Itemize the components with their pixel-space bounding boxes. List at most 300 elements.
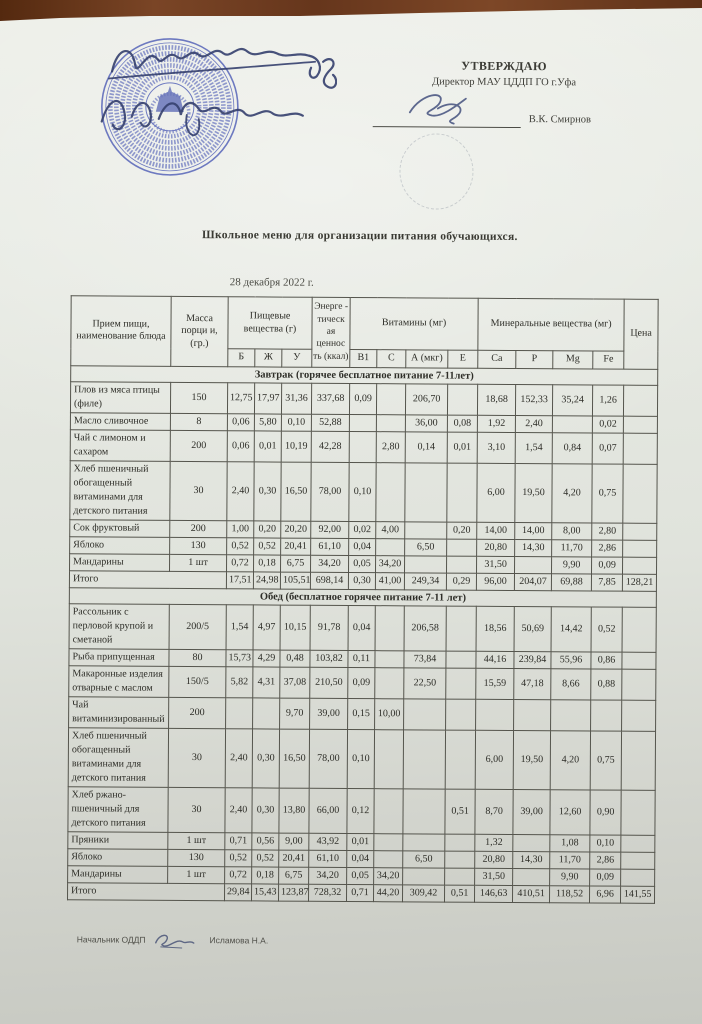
col-header-ca: Ca xyxy=(478,350,516,368)
value-cell xyxy=(446,699,476,730)
value-cell: 0,09 xyxy=(349,383,376,414)
value-cell: 39,00 xyxy=(513,789,550,834)
value-cell: 2,86 xyxy=(592,539,623,556)
value-cell: 39,00 xyxy=(310,698,348,729)
value-cell: 36,00 xyxy=(405,414,447,431)
value-cell: 0,07 xyxy=(592,432,623,463)
value-cell: 1,00 xyxy=(227,520,254,537)
value-cell: 2,40 xyxy=(515,415,552,432)
totals-row xyxy=(68,882,655,903)
value-cell: 52,88 xyxy=(311,414,349,431)
value-cell: 8,00 xyxy=(552,522,592,539)
col-header-fe: Fe xyxy=(593,351,624,369)
value-cell: 210,50 xyxy=(310,667,348,698)
value-cell: 0,01 xyxy=(347,833,374,850)
value-cell: 78,00 xyxy=(311,462,349,521)
value-cell: 130 xyxy=(168,849,225,866)
value-cell xyxy=(374,850,403,867)
value-cell xyxy=(622,700,656,731)
page-title: Школьное меню для организации питания обучающихся. xyxy=(202,229,518,244)
value-cell: 0,88 xyxy=(591,668,622,699)
value-cell xyxy=(515,556,552,573)
value-cell: 0,30 xyxy=(252,787,279,832)
value-cell xyxy=(445,730,475,789)
value-cell: 204,07 xyxy=(514,573,551,590)
col-group-vitamins: Витамины (мг) xyxy=(350,297,478,350)
col-header-a: А (мкг) xyxy=(406,350,448,368)
value-cell: 9,90 xyxy=(550,868,590,885)
value-cell: 5,82 xyxy=(226,666,253,697)
value-cell: 8,66 xyxy=(551,668,591,699)
value-cell: 0,29 xyxy=(446,573,476,590)
value-cell: 31,50 xyxy=(477,556,515,573)
value-cell: 10,15 xyxy=(280,605,310,650)
value-cell: 0,09 xyxy=(348,667,375,698)
value-cell: 0,84 xyxy=(552,432,592,463)
value-cell xyxy=(623,433,657,464)
value-cell: 206,70 xyxy=(405,383,447,414)
value-cell: 0,06 xyxy=(227,413,254,430)
value-cell: 4,20 xyxy=(552,463,592,522)
value-cell: 12,75 xyxy=(227,382,254,413)
dish-name-cell: Хлеб ржано-пшеничный для детского питания xyxy=(68,786,168,832)
section-title: Обед (бесплатное горячее питание 7-11 лет) xyxy=(69,587,656,607)
value-cell: 0,51 xyxy=(445,885,475,902)
value-cell: 34,20 xyxy=(309,867,347,884)
value-cell: 200/5 xyxy=(169,604,226,649)
value-cell: 410,51 xyxy=(513,885,550,902)
value-cell: 200 xyxy=(170,520,227,537)
col-header-c: С xyxy=(377,350,406,368)
value-cell: 0,10 xyxy=(590,834,621,851)
value-cell: 6,00 xyxy=(477,463,515,522)
value-cell: 0,08 xyxy=(447,415,477,432)
value-cell xyxy=(622,607,656,652)
value-cell: 14,00 xyxy=(477,522,515,539)
value-cell xyxy=(405,521,447,538)
value-cell: 0,09 xyxy=(590,868,621,885)
value-cell: 0,51 xyxy=(445,789,475,834)
value-cell: 11,70 xyxy=(550,851,590,868)
col-header-energy: Энерге - тическ ая ценнос ть (ккал) xyxy=(312,297,350,367)
dish-name-cell: Рассольник с перловой крупой и сметаной xyxy=(69,603,169,649)
value-cell: 2,86 xyxy=(590,851,621,868)
dish-name-cell: Чай витаминизированный xyxy=(69,696,169,728)
value-cell xyxy=(552,415,592,432)
value-cell: 78,00 xyxy=(309,729,347,788)
value-cell: 130 xyxy=(170,537,227,554)
value-cell: 4,00 xyxy=(376,521,405,538)
value-cell: 337,68 xyxy=(311,383,349,414)
value-cell xyxy=(374,729,403,788)
value-cell: 6,75 xyxy=(281,555,311,572)
value-cell: 0,18 xyxy=(254,554,281,571)
value-cell xyxy=(624,385,658,416)
value-cell: 200 xyxy=(169,697,226,728)
value-cell: 0,30 xyxy=(252,728,279,787)
col-header-meal: Прием пищи, наименование блюда xyxy=(71,296,171,366)
value-cell xyxy=(621,731,655,790)
value-cell: 61,10 xyxy=(309,850,347,867)
value-cell: 34,20 xyxy=(376,555,405,572)
value-cell: 29,84 xyxy=(225,883,252,900)
value-cell: 6,75 xyxy=(279,867,309,884)
value-cell: 9,90 xyxy=(552,556,592,573)
col-header-mg: Mg xyxy=(553,351,593,369)
value-cell xyxy=(376,383,405,414)
table-row xyxy=(69,603,656,652)
director-name: В.К. Смирнов xyxy=(528,114,592,126)
dish-name-cell: Сок фруктовый xyxy=(70,519,170,537)
value-cell: 15,73 xyxy=(226,649,253,666)
value-cell xyxy=(349,414,376,431)
value-cell: 0,75 xyxy=(592,463,623,522)
value-cell xyxy=(447,556,477,573)
value-cell: 35,24 xyxy=(553,384,593,415)
value-cell: 128,21 xyxy=(623,574,657,591)
value-cell: 0,02 xyxy=(592,415,623,432)
value-cell xyxy=(447,384,477,415)
value-cell: 14,30 xyxy=(513,851,550,868)
value-cell: 0,48 xyxy=(280,650,310,667)
col-header-protein: Б xyxy=(228,349,255,367)
value-cell: 239,84 xyxy=(514,651,551,668)
value-cell: 0,75 xyxy=(590,730,621,789)
value-cell: 118,52 xyxy=(550,885,590,902)
value-cell xyxy=(403,833,445,850)
value-cell: 8,70 xyxy=(475,789,513,834)
value-cell: 30 xyxy=(168,787,225,832)
value-cell: 0,06 xyxy=(227,430,254,461)
stamp-ghost-impression xyxy=(399,133,473,209)
value-cell xyxy=(445,834,475,851)
value-cell: 4,31 xyxy=(253,666,280,697)
value-cell: 66,00 xyxy=(309,788,347,833)
value-cell xyxy=(623,540,657,557)
value-cell: 91,78 xyxy=(310,605,348,650)
value-cell: 17,97 xyxy=(254,382,281,413)
dish-name-cell: Мандарины xyxy=(68,865,168,883)
footer-name: Исламова Н.А. xyxy=(209,935,269,946)
value-cell: 13,80 xyxy=(279,788,309,833)
table-row xyxy=(69,696,656,731)
value-cell: 47,18 xyxy=(514,668,551,699)
value-cell: 200 xyxy=(170,430,227,461)
value-cell: 30 xyxy=(168,728,225,787)
value-cell: 0,04 xyxy=(347,850,374,867)
col-header-b1: В1 xyxy=(350,349,377,367)
value-cell: 34,20 xyxy=(311,555,349,572)
value-cell: 18,56 xyxy=(476,606,514,651)
table-row xyxy=(68,727,655,790)
value-cell: 31,50 xyxy=(475,868,513,885)
value-cell: 0,05 xyxy=(347,867,374,884)
value-cell: 10,19 xyxy=(281,431,311,462)
value-cell: 44,20 xyxy=(374,884,403,901)
value-cell: 24,98 xyxy=(253,571,280,588)
value-cell: 11,70 xyxy=(552,539,592,556)
col-header-price: Цена xyxy=(624,299,658,369)
dish-name-cell: Рыба припущенная xyxy=(69,648,169,666)
value-cell: 4,97 xyxy=(253,604,280,649)
value-cell xyxy=(446,651,476,668)
value-cell: 2,80 xyxy=(376,431,405,462)
value-cell: 73,84 xyxy=(404,650,446,667)
value-cell: 150 xyxy=(170,382,227,413)
value-cell xyxy=(405,555,447,572)
col-header-mass: Масса порци и, (гр.) xyxy=(171,296,228,366)
value-cell: 92,00 xyxy=(311,521,349,538)
value-cell: 16,50 xyxy=(281,462,311,521)
section-title: Завтрак (горячее бесплатное питание 7-11лет) xyxy=(71,365,658,385)
value-cell: 9,70 xyxy=(280,698,310,729)
value-cell: 0,30 xyxy=(254,461,281,520)
value-cell xyxy=(403,788,445,833)
signature-line xyxy=(373,101,521,128)
value-cell xyxy=(375,667,404,698)
value-cell: 1,54 xyxy=(226,604,253,649)
value-cell xyxy=(622,669,656,700)
col-header-e: Е xyxy=(448,350,478,368)
value-cell: 105,51 xyxy=(280,572,310,589)
dish-name-cell: Яблоко xyxy=(70,536,170,554)
value-cell: 15,59 xyxy=(476,668,514,699)
value-cell xyxy=(551,699,591,730)
value-cell: 96,00 xyxy=(476,573,514,590)
value-cell: 20,20 xyxy=(281,521,311,538)
value-cell: 2,40 xyxy=(227,461,254,520)
value-cell: 6,96 xyxy=(590,885,621,902)
value-cell: 249,34 xyxy=(404,572,446,589)
dish-name-cell: Чай с лимоном и сахаром xyxy=(70,429,170,461)
dish-name-cell: Хлеб пшеничный обогащенный витаминами для детского питания xyxy=(70,460,170,520)
chief-signature-icon xyxy=(151,931,195,949)
value-cell xyxy=(513,834,550,851)
dish-name-cell: Пряники xyxy=(68,831,168,849)
footer-signature-block xyxy=(77,930,269,949)
value-cell: 0,20 xyxy=(254,520,281,537)
value-cell: 19,50 xyxy=(515,463,552,522)
table-row xyxy=(68,786,655,835)
value-cell: 0,72 xyxy=(227,554,254,571)
value-cell xyxy=(445,868,475,885)
value-cell: 30 xyxy=(170,461,227,520)
value-cell: 14,42 xyxy=(551,606,591,651)
value-cell xyxy=(349,431,376,462)
value-cell: 1,54 xyxy=(515,432,552,463)
value-cell: 1,92 xyxy=(477,415,515,432)
col-header-carbs: У xyxy=(282,349,312,367)
value-cell: 6,00 xyxy=(475,730,513,789)
value-cell: 0,30 xyxy=(348,572,375,589)
col-header-fat: Ж xyxy=(255,349,282,367)
approval-word: УТВЕРЖДАЮ xyxy=(461,58,547,74)
dish-name-cell: Макаронные изделия отварные с маслом xyxy=(69,665,169,697)
value-cell: 1,32 xyxy=(475,834,513,851)
value-cell: 0,71 xyxy=(225,832,252,849)
handwritten-signature-icon xyxy=(87,26,338,158)
value-cell: 0,05 xyxy=(349,555,376,572)
value-cell xyxy=(447,463,477,522)
value-cell: 4,29 xyxy=(253,649,280,666)
value-cell: 0,52 xyxy=(254,537,281,554)
value-cell xyxy=(446,606,476,651)
value-cell xyxy=(375,605,404,650)
value-cell: 20,41 xyxy=(279,850,309,867)
table-row xyxy=(69,665,656,700)
value-cell xyxy=(404,698,446,729)
value-cell xyxy=(513,868,550,885)
value-cell xyxy=(226,697,253,728)
value-cell: 0,11 xyxy=(348,650,375,667)
value-cell xyxy=(623,557,657,574)
value-cell: 44,16 xyxy=(476,651,514,668)
value-cell: 7,85 xyxy=(591,573,622,590)
value-cell xyxy=(376,538,405,555)
value-cell: 20,80 xyxy=(477,539,515,556)
value-cell: 0,02 xyxy=(349,521,376,538)
value-cell: 34,20 xyxy=(374,867,403,884)
value-cell: 0,09 xyxy=(592,556,623,573)
value-cell: 14,30 xyxy=(515,539,552,556)
value-cell: 12,60 xyxy=(550,789,590,834)
value-cell: 0,52 xyxy=(227,537,254,554)
col-group-minerals: Минеральные вещества (мг) xyxy=(478,298,624,351)
value-cell: 0,56 xyxy=(252,832,279,849)
value-cell: 20,80 xyxy=(475,851,513,868)
value-cell: 2,80 xyxy=(592,522,623,539)
value-cell: 0,18 xyxy=(252,866,279,883)
value-cell: 22,50 xyxy=(404,667,446,698)
value-cell xyxy=(621,869,655,886)
value-cell: 4,20 xyxy=(550,730,590,789)
value-cell: 150/5 xyxy=(169,666,226,697)
value-cell: 0,20 xyxy=(447,522,477,539)
value-cell xyxy=(621,852,655,869)
value-cell xyxy=(446,668,476,699)
value-cell: 3,10 xyxy=(477,432,515,463)
value-cell: 55,96 xyxy=(551,651,591,668)
dish-name-cell: Хлеб пшеничный обогащенный витаминами для детского питания xyxy=(68,727,168,787)
value-cell xyxy=(445,851,475,868)
value-cell: 41,00 xyxy=(375,572,404,589)
value-cell: 206,58 xyxy=(404,605,446,650)
value-cell: 103,82 xyxy=(310,650,348,667)
value-cell: 43,92 xyxy=(309,833,347,850)
value-cell: 0,15 xyxy=(348,698,375,729)
value-cell: 10,00 xyxy=(375,698,404,729)
value-cell: 6,50 xyxy=(403,850,445,867)
value-cell: 2,40 xyxy=(225,728,252,787)
value-cell: 0,90 xyxy=(590,789,621,834)
document-date: 28 декабря 2022 г. xyxy=(229,276,314,289)
value-cell xyxy=(403,867,445,884)
value-cell xyxy=(514,699,551,730)
value-cell: 17,51 xyxy=(226,571,253,588)
value-cell: 0,10 xyxy=(349,462,376,521)
value-cell: 0,01 xyxy=(254,430,281,461)
value-cell: 42,28 xyxy=(311,431,349,462)
value-cell xyxy=(376,462,405,521)
value-cell: 8 xyxy=(170,413,227,430)
value-cell: 0,10 xyxy=(281,414,311,431)
dish-name-cell: Плов из мяса птицы (филе) xyxy=(70,381,170,413)
value-cell: 146,63 xyxy=(475,885,513,902)
dish-name-cell: Мандарины xyxy=(70,553,170,571)
value-cell: 19,50 xyxy=(513,730,550,789)
value-cell: 1 шт xyxy=(168,866,225,883)
value-cell xyxy=(591,699,622,730)
table-row xyxy=(70,460,657,523)
table-row xyxy=(70,429,657,464)
dish-name-cell: Итого xyxy=(69,570,226,588)
value-cell: 0,86 xyxy=(591,651,622,668)
value-cell: 0,52 xyxy=(591,606,622,651)
table-row xyxy=(70,381,657,416)
dish-name-cell: Яблоко xyxy=(68,848,168,866)
menu-table xyxy=(67,295,659,903)
value-cell: 1 шт xyxy=(168,832,225,849)
value-cell: 0,10 xyxy=(347,729,374,788)
value-cell xyxy=(405,462,447,521)
value-cell: 0,01 xyxy=(447,432,477,463)
value-cell: 2,40 xyxy=(225,787,252,832)
value-cell: 141,55 xyxy=(621,886,655,903)
value-cell xyxy=(375,650,404,667)
value-cell xyxy=(623,416,657,433)
value-cell: 123,87 xyxy=(278,884,308,901)
value-cell xyxy=(623,464,657,523)
value-cell xyxy=(621,790,655,835)
value-cell xyxy=(374,833,403,850)
value-cell: 0,14 xyxy=(405,431,447,462)
footer-position: Начальник ОДДП xyxy=(76,934,146,945)
value-cell xyxy=(403,729,445,788)
value-cell: 16,50 xyxy=(279,729,309,788)
value-cell: 9,00 xyxy=(279,833,309,850)
value-cell: 728,32 xyxy=(309,884,347,901)
value-cell: 50,69 xyxy=(514,606,551,651)
value-cell: 0,52 xyxy=(252,849,279,866)
value-cell: 31,36 xyxy=(281,383,311,414)
value-cell: 698,14 xyxy=(310,572,348,589)
col-header-p: P xyxy=(516,351,553,369)
value-cell xyxy=(447,539,477,556)
value-cell xyxy=(622,652,656,669)
value-cell: 69,88 xyxy=(551,573,591,590)
value-cell: 0,71 xyxy=(347,884,374,901)
approval-director: Директор МАУ ЦДДП ГО г.Уфа xyxy=(431,76,577,89)
value-cell: 0,04 xyxy=(349,538,376,555)
value-cell: 14,00 xyxy=(515,522,552,539)
value-cell: 80 xyxy=(169,649,226,666)
value-cell: 61,10 xyxy=(311,538,349,555)
value-cell xyxy=(374,788,403,833)
value-cell: 1,26 xyxy=(593,384,624,415)
value-cell: 0,12 xyxy=(347,788,374,833)
value-cell: 309,42 xyxy=(403,884,445,901)
value-cell: 20,41 xyxy=(281,538,311,555)
value-cell xyxy=(621,835,655,852)
value-cell: 37,08 xyxy=(280,667,310,698)
value-cell: 18,68 xyxy=(478,384,516,415)
value-cell xyxy=(476,699,514,730)
dish-name-cell: Масло сливочное xyxy=(70,412,170,430)
value-cell xyxy=(253,697,280,728)
approval-block xyxy=(404,58,604,88)
value-cell xyxy=(623,523,657,540)
col-group-nutrients: Пищевые вещества (г) xyxy=(228,297,312,350)
